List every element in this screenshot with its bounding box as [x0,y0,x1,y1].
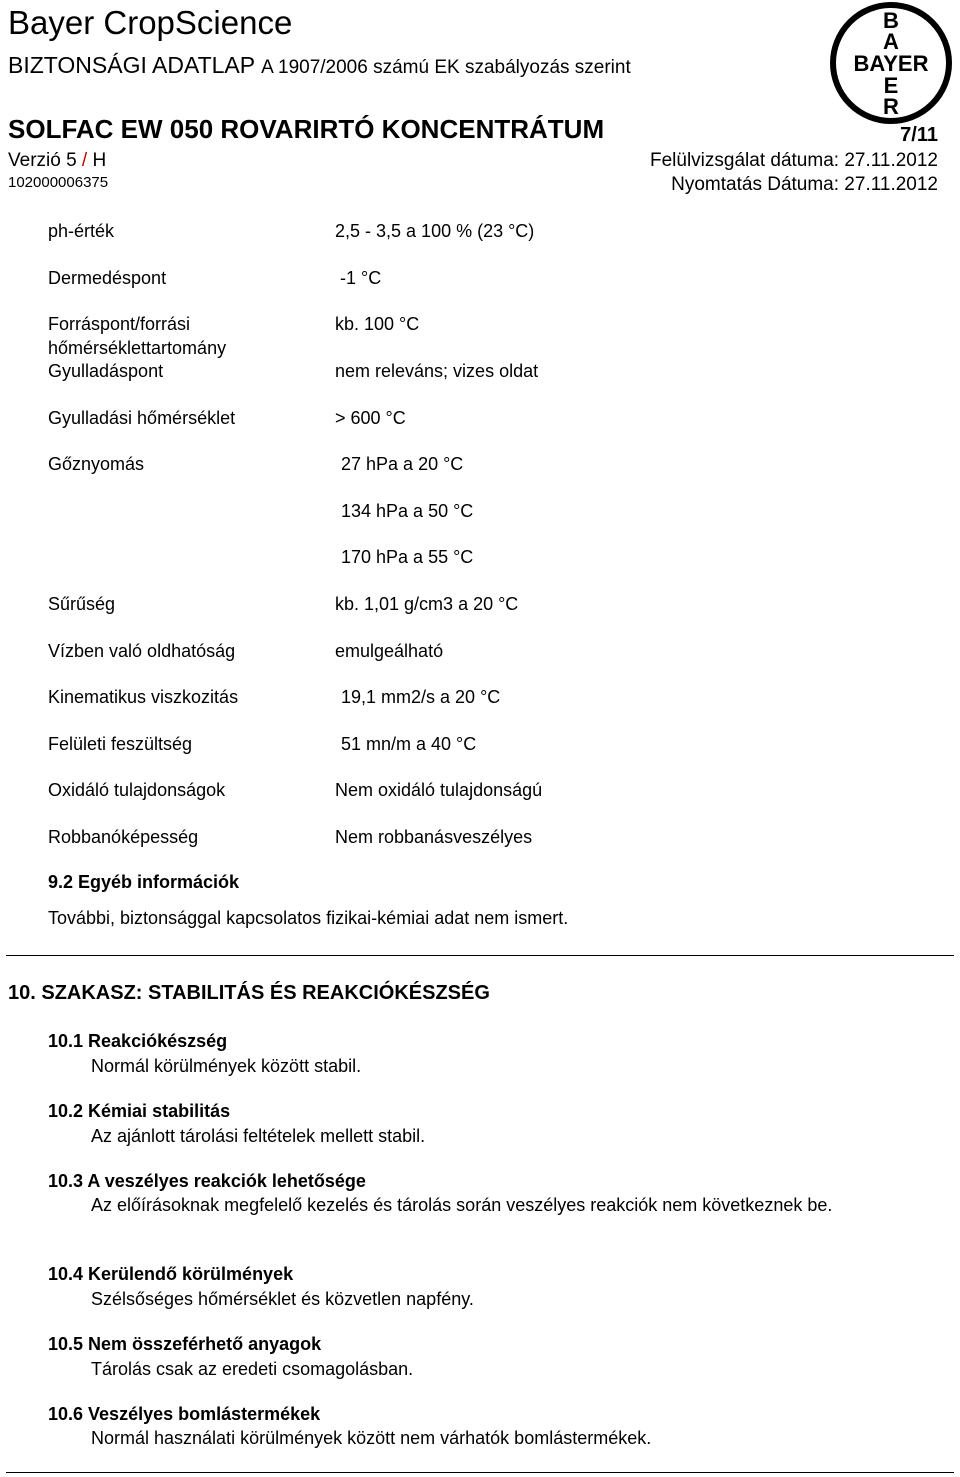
subsection-text: Szélsőséges hőmérséklet és közvetlen napfény. [91,1289,474,1309]
property-value: Nem oxidáló tulajdonságú [335,780,543,800]
page-bottom-rule [6,1472,954,1473]
subsection-heading: 10.4 Kerülendő körülmények [48,1264,294,1284]
property-value: kb. 100 °C [335,314,420,334]
version-info [8,150,106,172]
property-label: ph-érték [48,221,115,241]
subsection-heading: 10.5 Nem összeférhető anyagok [48,1334,322,1354]
document-type-main: BIZTONSÁGI ADATLAP [8,52,255,78]
property-value: nem releváns; vizes oldat [335,361,539,381]
subsection-text: Normál körülmények között stabil. [91,1056,362,1076]
section-9-2-heading: 9.2 Egyéb információk [48,872,240,892]
property-label: Gyulladási hőmérséklet [48,408,236,428]
property-value: -1 °C [340,268,382,288]
section-divider [6,955,954,956]
property-value-extra: 134 hPa a 50 °C [341,501,474,521]
section-10-heading: 10. SZAKASZ: STABILITÁS ÉS REAKCIÓKÉSZSÉG [8,982,490,1004]
company-name: Bayer CropScience [8,4,293,41]
page-number: 7/11 [900,124,938,146]
section-9-2-text: További, biztonsággal kapcsolatos fizikai-kémiai adat nem ismert. [48,908,569,928]
logo-letter-e: E [883,73,899,98]
property-value: 27 hPa a 20 °C [341,454,464,474]
property-label: Dermedéspont [48,268,167,288]
property-label: Sűrűség [48,594,116,614]
logo-word-bayer: BAYER [853,51,929,76]
property-value: 2,5 - 3,5 a 100 % (23 °C) [335,221,535,241]
property-value: 51 mn/m a 40 °C [341,734,477,754]
subsection-heading: 10.3 A veszélyes reakciók lehetősége [48,1171,366,1191]
property-label: Kinematikus viszkozitás [48,687,239,707]
property-label: Robbanóképesség [48,827,199,847]
property-label: Gyulladáspont [48,361,164,381]
document-type-regulation: A 1907/2006 számú EK szabályozás szerint [261,57,631,78]
document-code: 102000006375 [8,174,109,191]
property-value: kb. 1,01 g/cm3 a 20 °C [335,594,519,614]
document-type [8,52,631,79]
print-date: Nyomtatás Dátuma: 27.11.2012 [671,174,938,195]
property-label: Oxidáló tulajdonságok [48,780,226,800]
review-date: Felülvizsgálat dátuma: 27.11.2012 [650,150,938,171]
property-value: > 600 °C [335,408,406,428]
product-name: SOLFAC EW 050 ROVARIRTÓ KONCENTRÁTUM [8,114,605,144]
bayer-cross-logo [829,1,953,125]
logo-letter-a: A [883,29,899,54]
property-label: Felületi feszültség [48,734,193,754]
subsection-text: Az előírásoknak megfelelő kezelés és tárolás során veszélyes reakciók nem következnek be. [91,1195,833,1215]
property-value: Nem robbanásveszélyes [335,827,533,847]
property-value: 19,1 mm2/s a 20 °C [341,687,501,707]
version-label: Verzió 5 [8,150,77,171]
subsection-heading: 10.2 Kémiai stabilitás [48,1101,231,1121]
property-value-extra: 170 hPa a 55 °C [341,547,474,567]
subsection-heading: 10.1 Reakciókészség [48,1031,228,1051]
property-label: Vízben való oldhatóság [48,641,236,661]
property-label: Forráspont/forrási hőmérséklettartomány [48,314,227,358]
subsection-heading: 10.6 Veszélyes bomlástermékek [48,1404,321,1424]
version-separator: / [76,150,93,171]
property-label: Gőznyomás [48,454,145,474]
logo-letter-bottom: R [883,94,899,119]
version-suffix: H [92,150,107,171]
property-value: emulgeálható [335,641,444,661]
subsection-text: Az ajánlott tárolási feltételek mellett stabil. [91,1126,426,1146]
subsection-text: Tárolás csak az eredeti csomagolásban. [91,1359,414,1379]
logo-letter-top: B [883,8,899,33]
subsection-text: Normál használati körülmények között nem várhatók bomlástermékek. [91,1428,652,1448]
